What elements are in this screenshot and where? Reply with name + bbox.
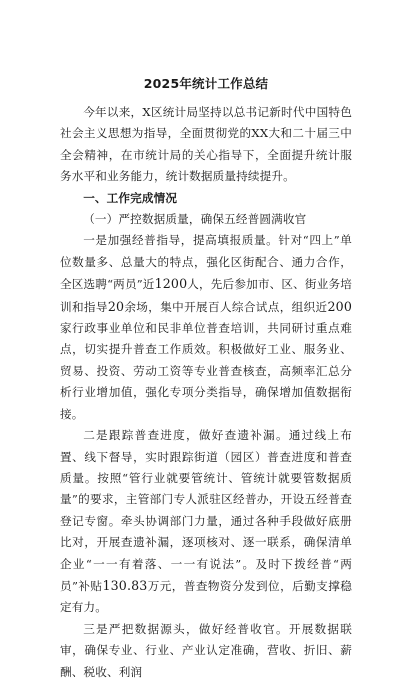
paragraph-text: 余场，集中开展百人综合试点，组织近 [124, 299, 328, 314]
subsection-heading-data-quality: （一）严控数据质量，确保五经普圆满收官 [83, 212, 307, 227]
section-heading-work-completion: 一、工作完成情况 [83, 190, 178, 205]
paragraph-census-progress [60, 425, 352, 619]
paragraph-census-guidance [60, 230, 352, 425]
paragraph-text: 一是加强经普指导，提高填报质量。针对“四上”单位数量多、总量大的特点，强化区街配合、通力合作，全区选聘“两员”近 [60, 233, 352, 292]
paragraph-text: 万元，普查物资分发到位，后勤支撑稳定有力。 [60, 578, 352, 615]
paragraph-text: 人，先后参加市、区、街业务培训和指导 [60, 277, 352, 314]
document-title: 2025年统计工作总结 [143, 76, 269, 91]
subsidy-amount: 130.83 [102, 577, 148, 593]
training-count: 20 [107, 298, 125, 314]
paragraph-text: 二是跟踪普查进度，做好查遗补漏。通过线上布置、线下督导，实时跟踪街道（园区）普查进度和普查质量。按照“管行业就要管统计、管统计就要管数据质量”的要求，主管部门专人派驻区经普办，开设五经普查登记专窗。牵头协调部门力量，通过各种手段做好底册比对，开展查遗补漏，逐项核对、逐一联系，确保清单企业“一一有着落、一一有说法”。及时下拨经普“两员”补贴 [60, 428, 352, 593]
intro-paragraph: 今年以来，X区统计局坚持以总书记新时代中国特色社会主义思想为指导，全面贯彻党的XX大和二十届三中全会精神，在市统计局的关心指导下，全面提升统计服务水平和业务能力，统计数据质量持续提升。 [60, 105, 352, 184]
paragraph-text: 家行政事业单位和民非单位普查培训，共同研讨重点难点，切实提升普查工作质效。积极做好工业、服务业、贸易、投资、劳动工资等专业普查核查，高频率汇总分析行业增加值，强化专项分类指导，确保增加值数据衔接。 [60, 321, 352, 421]
unit-count: 200 [327, 298, 352, 314]
staff-count: 1200 [154, 276, 188, 292]
paragraph-data-source: 三是严把数据源头，做好经普收官。开展数据联审，确保专业、行业、产业认定准确，营收、折旧、薪酬、税收、利润 [60, 621, 352, 679]
